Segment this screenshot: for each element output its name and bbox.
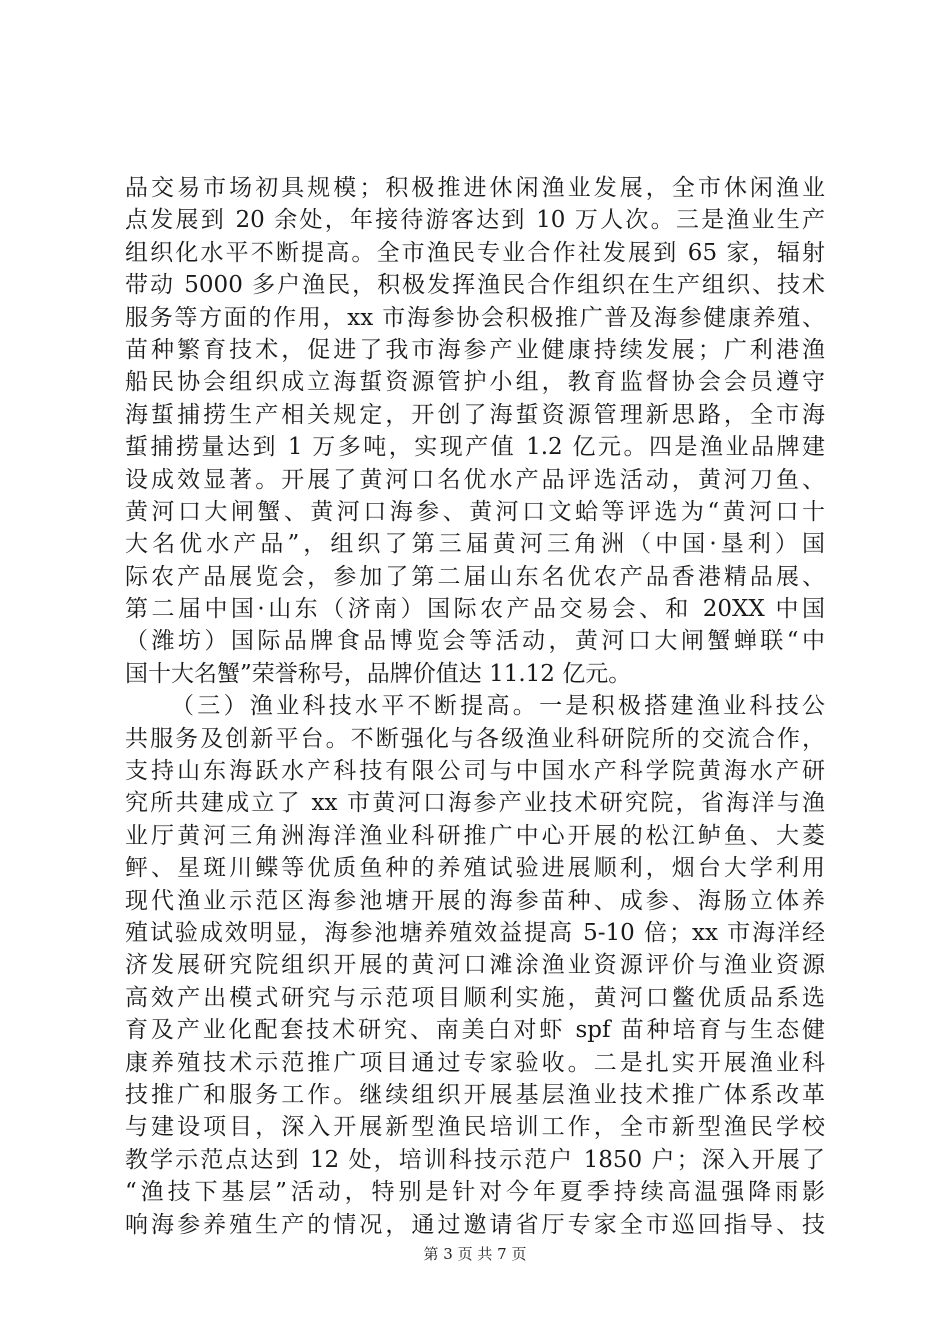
text-line: 业厅黄河三角洲海洋渔业科研推广中心开展的松江鲈鱼、大菱	[125, 822, 825, 849]
text-line: 康养殖技术示范推广项目通过专家验收。二是扎实开展渔业科	[125, 1049, 825, 1076]
text-line: 殖试验成效明显，海参池塘养殖效益提高 5-10 倍；xx 市海洋经	[125, 919, 825, 946]
text-line: 带动 5000 多户渔民，积极发挥渔民合作组织在生产组织、技术	[125, 272, 825, 299]
text-line: 蜇捕捞量达到 1 万多吨，实现产值 1.2 亿元。四是渔业品牌建	[125, 434, 825, 461]
text-line: 设成效显著。开展了黄河口名优水产品评选活动，黄河刀鱼、	[125, 466, 825, 493]
page-number-footer: 第 3 页 共 7 页	[423, 1245, 527, 1263]
text-line: 高效产出模式研究与示范项目顺利实施，黄河口鳖优质品系选	[125, 984, 825, 1011]
text-line: 共服务及创新平台。不断强化与各级渔业科研院所的交流合作，	[125, 725, 825, 752]
text-line: 组织化水平不断提高。全市渔民专业合作社发展到 65 家，辐射	[125, 239, 825, 266]
text-line: 黄河口大闸蟹、黄河口海参、黄河口文蛤等评选为“黄河口十	[125, 498, 825, 525]
text-line: 船民协会组织成立海蜇资源管护小组，教育监督协会会员遵守	[125, 369, 825, 396]
text-line: 现代渔业示范区海参池塘开展的海参苗种、成参、海肠立体养	[125, 887, 825, 914]
text-line: 鲆、星斑川鲽等优质鱼种的养殖试验进展顺利，烟台大学利用	[125, 855, 825, 882]
text-line: 支持山东海跃水产科技有限公司与中国水产科学院黄海水产研	[125, 758, 825, 785]
text-line: 济发展研究院组织开展的黄河口滩涂渔业资源评价与渔业资源	[125, 952, 825, 979]
text-line: 海蜇捕捞生产相关规定，开创了海蜇资源管理新思路，全市海	[125, 401, 825, 428]
text-line: （潍坊）国际品牌食品博览会等活动，黄河口大闸蟹蝉联“中	[125, 628, 825, 655]
text-line: 技推广和服务工作。继续组织开展基层渔业技术推广体系改革	[125, 1081, 825, 1108]
text-line: 点发展到 20 余处，年接待游客达到 10 万人次。三是渔业生产	[125, 207, 825, 234]
text-line: 大名优水产品”，组织了第三届黄河三角洲（中国·垦利）国	[125, 531, 825, 558]
text-line: 品交易市场初具规模；积极推进休闲渔业发展，全市休闲渔业	[125, 175, 825, 201]
text-line: 教学示范点达到 12 处，培训科技示范户 1850 户；深入开展了	[125, 1146, 825, 1173]
text-line: 响海参养殖生产的情况，通过邀请省厅专家全市巡回指导、技	[125, 1211, 825, 1238]
text-line: “渔技下基层”活动，特别是针对今年夏季持续高温强降雨影	[125, 1179, 825, 1206]
section-heading-line: （三）渔业科技水平不断提高。一是积极搭建渔业科技公	[171, 693, 825, 720]
text-line: 服务等方面的作用，xx 市海参协会积极推广普及海参健康养殖、	[125, 304, 825, 331]
body-text	[125, 172, 825, 1241]
text-line: 育及产业化配套技术研究、南美白对虾 spf 苗种培育与生态健	[125, 1017, 825, 1044]
text-line: 与建设项目，深入开展新型渔民培训工作，全市新型渔民学校	[125, 1114, 825, 1141]
paragraph-end-line: 国十大名蟹”荣誉称号，品牌价值达 11.12 亿元。	[125, 660, 632, 687]
text-line: 第二届中国·山东（济南）国际农产品交易会、和 20XX 中国	[125, 596, 825, 623]
text-line: 际农产品展览会，参加了第二届山东名优农产品香港精品展、	[125, 563, 825, 590]
text-line: 苗种繁育技术，促进了我市海参产业健康持续发展；广利港渔	[125, 336, 825, 363]
text-line: 究所共建成立了 xx 市黄河口海参产业技术研究院，省海洋与渔	[125, 790, 825, 817]
